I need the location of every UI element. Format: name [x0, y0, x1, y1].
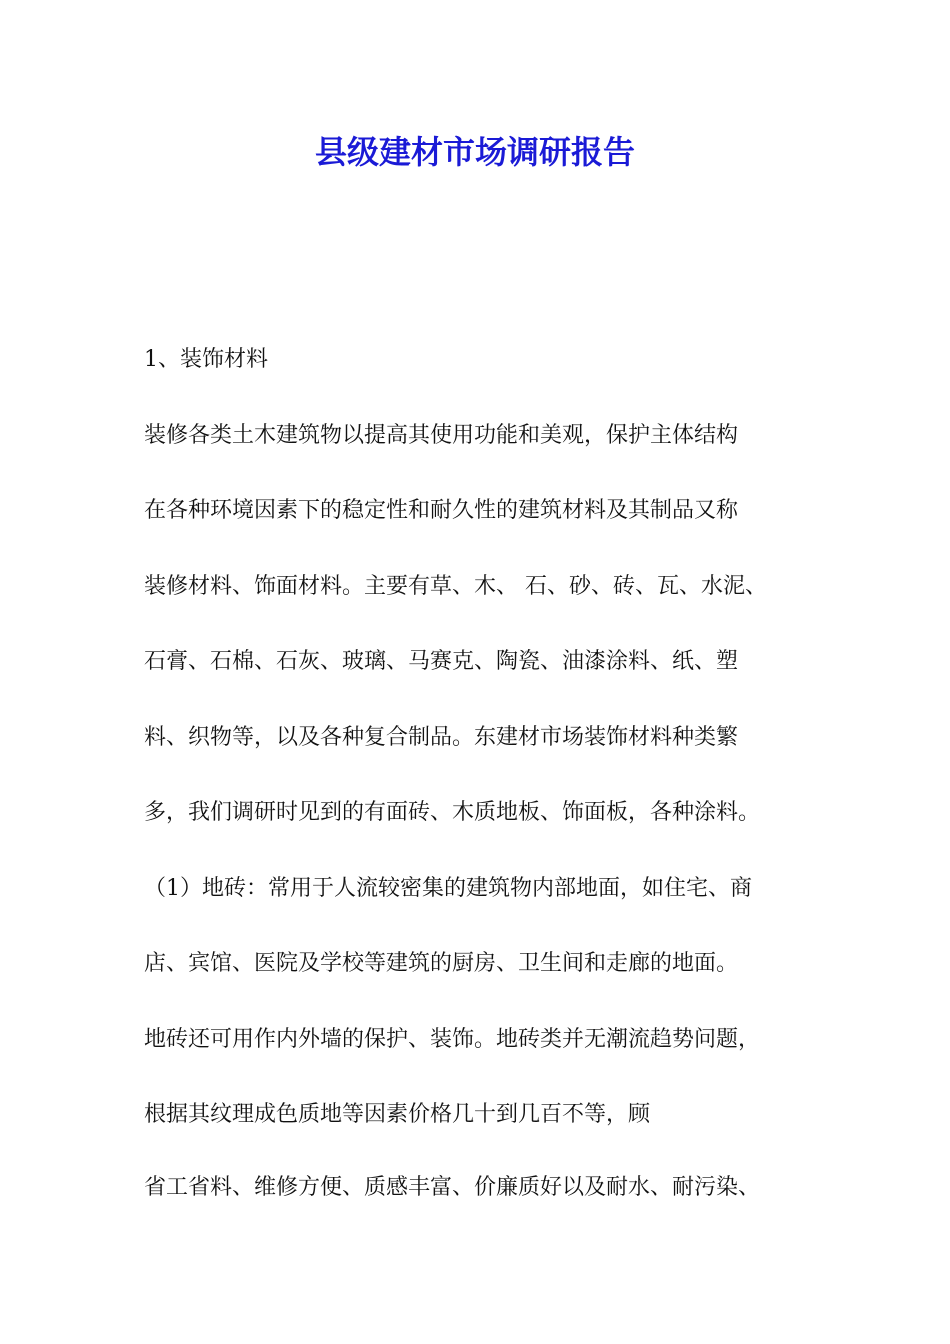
body-line: （1）地砖：常用于人流较密集的建筑物内部地面，如住宅、商	[144, 875, 752, 901]
body-line: 地砖还可用作内外墙的保护、装饰。地砖类并无潮流趋势问题，	[144, 1026, 761, 1052]
body-line: 省工省料、维修方便、质感丰富、价廉质好以及耐水、耐污染、	[144, 1175, 761, 1200]
body-line: 店、宾馆、医院及学校等建筑的厨房、卫生间和走廊的地面。	[144, 951, 739, 976]
body-line: 石膏、石棉、石灰、玻璃、马赛克、陶瓷、油漆涂料、纸、塑	[144, 649, 739, 674]
body-line: 装修材料、饰面材料。主要有草、木、 石、砂、砖、瓦、水泥、	[144, 573, 767, 599]
body-line-heading: 1、装饰材料	[144, 347, 268, 372]
document-title: 县级建材市场调研报告	[314, 133, 635, 171]
body-line: 多，我们调研时见到的有面砖、木质地板、饰面板，各种涂料。	[144, 800, 761, 825]
document-body	[144, 336, 834, 1240]
body-line: 装修各类土木建筑物以提高其使用功能和美观，保护主体结构	[144, 422, 739, 448]
body-line: 根据其纹理成色质地等因素价格几十到几百不等，顾	[144, 1102, 651, 1127]
body-line: 在各种环境因素下的稳定性和耐久性的建筑材料及其制品又称	[144, 498, 739, 523]
body-line: 料、织物等，以及各种复合制品。东建材市场装饰材料种类繁	[144, 724, 739, 750]
